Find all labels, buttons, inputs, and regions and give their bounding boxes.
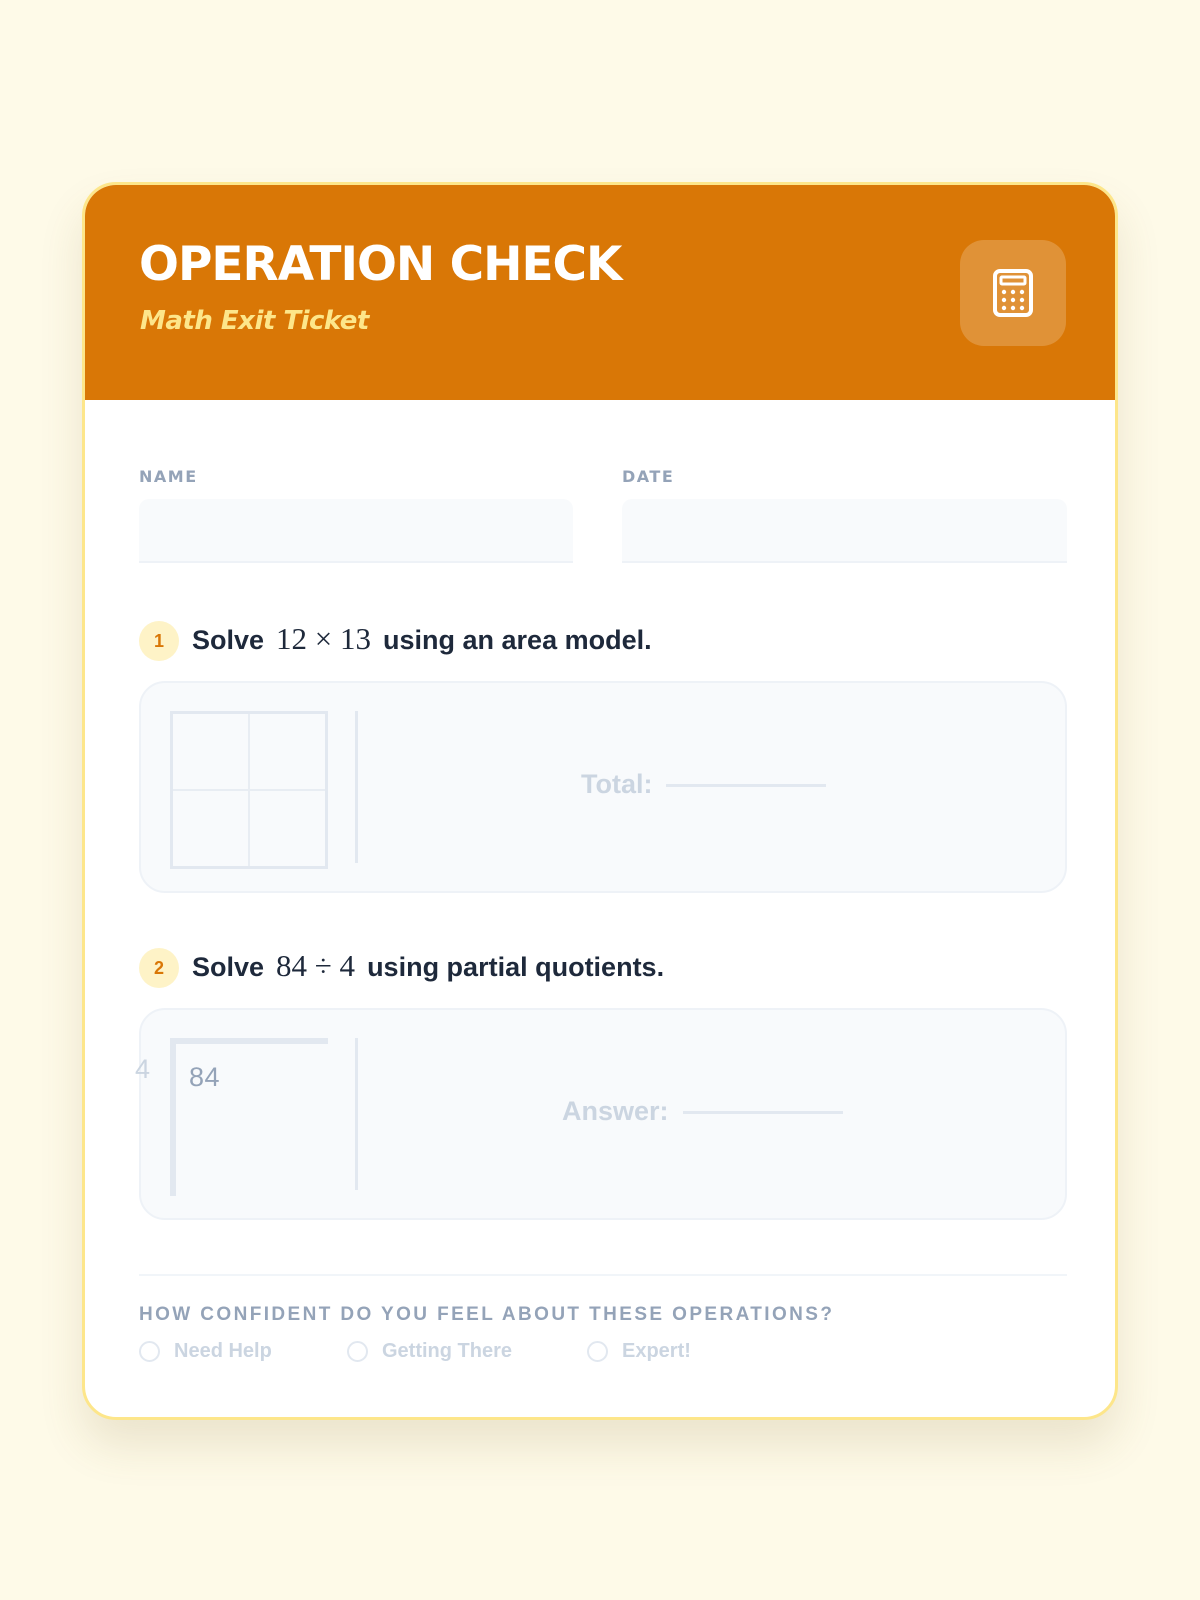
- confidence-question: HOW CONFIDENT DO YOU FEEL ABOUT THESE OPERATIONS?: [139, 1304, 835, 1325]
- work-separator: [355, 711, 358, 863]
- calculator-badge: [960, 240, 1066, 346]
- card-header: [85, 185, 1115, 400]
- option-label: Getting There: [382, 1340, 513, 1362]
- radio-button[interactable]: [347, 1341, 368, 1362]
- divisor-value: 4: [135, 1054, 151, 1084]
- name-field[interactable]: [139, 499, 573, 563]
- radio-button[interactable]: [587, 1341, 608, 1362]
- exit-ticket-card: [82, 182, 1118, 1420]
- question-1-suffix: using an area model.: [383, 625, 652, 655]
- question-2-work-area[interactable]: [135, 1008, 1067, 1220]
- area-grid-horizontal-line: [173, 789, 325, 791]
- answer-line[interactable]: [683, 1111, 843, 1114]
- question-1-text: [192, 621, 652, 657]
- area-cell-bottom-right[interactable]: [249, 790, 325, 866]
- division-bracket-top: [170, 1038, 328, 1044]
- question-1-work-area[interactable]: [139, 681, 1067, 893]
- question-2-suffix: using partial quotients.: [367, 952, 665, 982]
- option-label: Expert!: [622, 1340, 691, 1362]
- calculator-icon: [992, 268, 1034, 318]
- area-cell-bottom-left[interactable]: [173, 790, 249, 866]
- section-divider: [139, 1274, 1067, 1276]
- page-subtitle: Math Exit Ticket: [140, 306, 369, 336]
- confidence-option-need-help[interactable]: [139, 1340, 272, 1363]
- name-label: NAME: [139, 467, 198, 486]
- area-cell-top-left[interactable]: [173, 714, 249, 790]
- answer-label: Answer:: [562, 1096, 669, 1126]
- question-2-prefix: Solve: [192, 952, 265, 982]
- question-2-expression: 84 ÷ 4: [276, 948, 356, 983]
- date-label: DATE: [622, 467, 675, 486]
- confidence-option-expert[interactable]: [587, 1340, 691, 1363]
- radio-button[interactable]: [139, 1341, 160, 1362]
- question-1-expression: 12 × 13: [276, 621, 372, 656]
- date-field[interactable]: [622, 499, 1067, 563]
- option-label: Need Help: [174, 1340, 272, 1362]
- division-bracket-left: [170, 1038, 176, 1196]
- area-cell-top-right[interactable]: [249, 714, 325, 790]
- dividend-value: 84: [189, 1062, 221, 1092]
- question-2-number: 2: [139, 948, 179, 988]
- total-answer-line[interactable]: [666, 784, 826, 787]
- area-model-grid: [170, 711, 328, 869]
- work-separator: [355, 1038, 358, 1190]
- question-2-text: [192, 948, 664, 984]
- confidence-option-getting-there[interactable]: [347, 1340, 512, 1363]
- question-1-number: 1: [139, 621, 179, 661]
- question-1-prefix: Solve: [192, 625, 265, 655]
- page-title: OPERATION CHECK: [139, 237, 622, 292]
- total-label: Total:: [581, 769, 653, 799]
